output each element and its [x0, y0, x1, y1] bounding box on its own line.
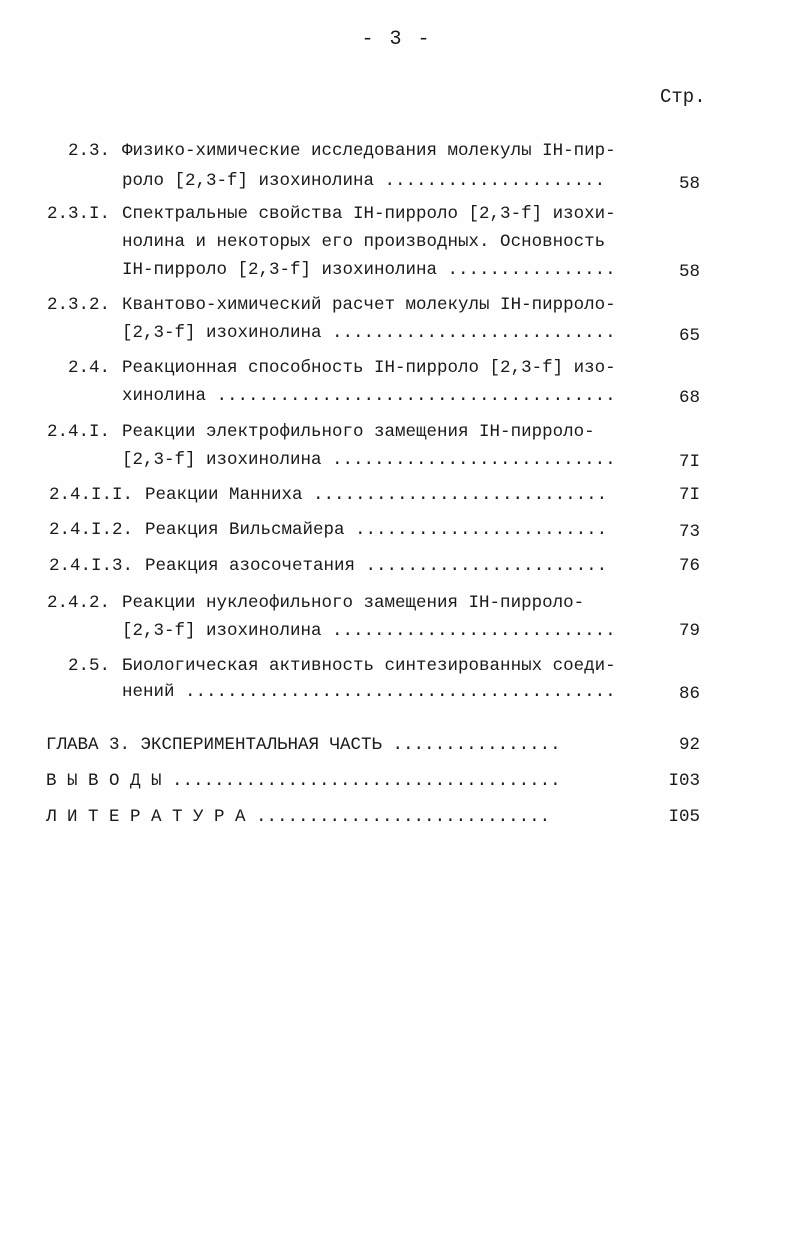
toc-entry-title-line: [2,3-f] изохинолина ........................... [122, 323, 616, 343]
toc-entry-number: 2.3.I. [46, 204, 110, 224]
toc-entry-title-line: Биологическая активность синтезированных соеди- [122, 656, 616, 676]
toc-entry-title-line: Реакции нуклеофильного замещения IH-пирроло- [122, 593, 585, 613]
toc-entry-title-line: хинолина ...................................... [122, 386, 616, 406]
toc-entry-page: 58 [678, 262, 700, 282]
page-number: - 3 - [361, 28, 432, 51]
toc-entry-title-line: Реакции электрофильного замещения IH-пирроло- [122, 422, 595, 442]
toc-entry-title-line: ГЛАВА 3. ЭКСПЕРИМЕНТАЛЬНАЯ ЧАСТЬ ................ [46, 735, 561, 755]
toc-entry-title-line: IH-пирроло [2,3-f] изохинолина ................ [122, 260, 616, 280]
toc-entry-number: 2.5. [67, 656, 110, 676]
toc-entry-page: 68 [678, 388, 700, 408]
toc-entry-page: 92 [678, 735, 700, 755]
toc-entry-title-line: нений ......................................... [122, 682, 616, 702]
toc-entry-page: 73 [678, 522, 700, 542]
toc-entry-page: 79 [678, 621, 700, 641]
toc-entry-page: 58 [678, 174, 700, 194]
toc-entry-number: 2.4.I. [46, 422, 110, 442]
toc-entry-title-line: нолина и некоторых его производных. Основность [122, 232, 606, 252]
toc-entry-title-line: В Ы В О Д Ы ..................................... [46, 771, 561, 791]
toc-entry-title-line: Реакционная способность IH-пирроло [2,3-f] изо- [122, 358, 616, 378]
toc-entry-title-line: Реакция азосочетания ....................... [145, 556, 608, 576]
toc-entry-number: 2.3. [67, 141, 110, 161]
toc-entry-number: 2.4.I.I. [48, 485, 133, 505]
toc-entry-number: 2.4.2. [46, 593, 110, 613]
toc-entry-title-line: Л И Т Е Р А Т У Р А ............................ [46, 807, 551, 827]
toc-entry-title-line: Реакции Манниха ............................ [145, 485, 608, 505]
toc-entry-title-line: [2,3-f] изохинолина ........................... [122, 450, 616, 470]
toc-entry-title-line: Квантово-химический расчет молекулы IH-пирроло- [122, 295, 616, 315]
toc-entry-page: I05 [668, 807, 700, 827]
toc-entry-number: 2.4.I.2. [48, 520, 133, 540]
toc-entry-title-line: Реакция Вильсмайера ........................ [145, 520, 608, 540]
toc-entry-number: 2.4. [67, 358, 110, 378]
page-column-label: Стр. [660, 86, 706, 108]
toc-entry-page: 7I [678, 452, 700, 472]
toc-entry-page: 65 [678, 326, 700, 346]
toc-entry-title-line: Физико-химические исследования молекулы IH-пир- [122, 141, 616, 161]
toc-entry-title-line: [2,3-f] изохинолина ........................... [122, 621, 616, 641]
toc-entry-number: 2.4.I.3. [48, 556, 133, 576]
toc-entry-page: 86 [678, 684, 700, 704]
toc-entry-page: 7I [678, 485, 700, 505]
toc-entry-page: 76 [678, 556, 700, 576]
toc-entry-title-line: Спектральные свойства IH-пирроло [2,3-f] изохи- [122, 204, 616, 224]
toc-entry-page: I03 [668, 771, 700, 791]
toc-entry-title-line: роло [2,3-f] изохинолина ..................... [122, 171, 606, 191]
toc-entry-number: 2.3.2. [46, 295, 110, 315]
